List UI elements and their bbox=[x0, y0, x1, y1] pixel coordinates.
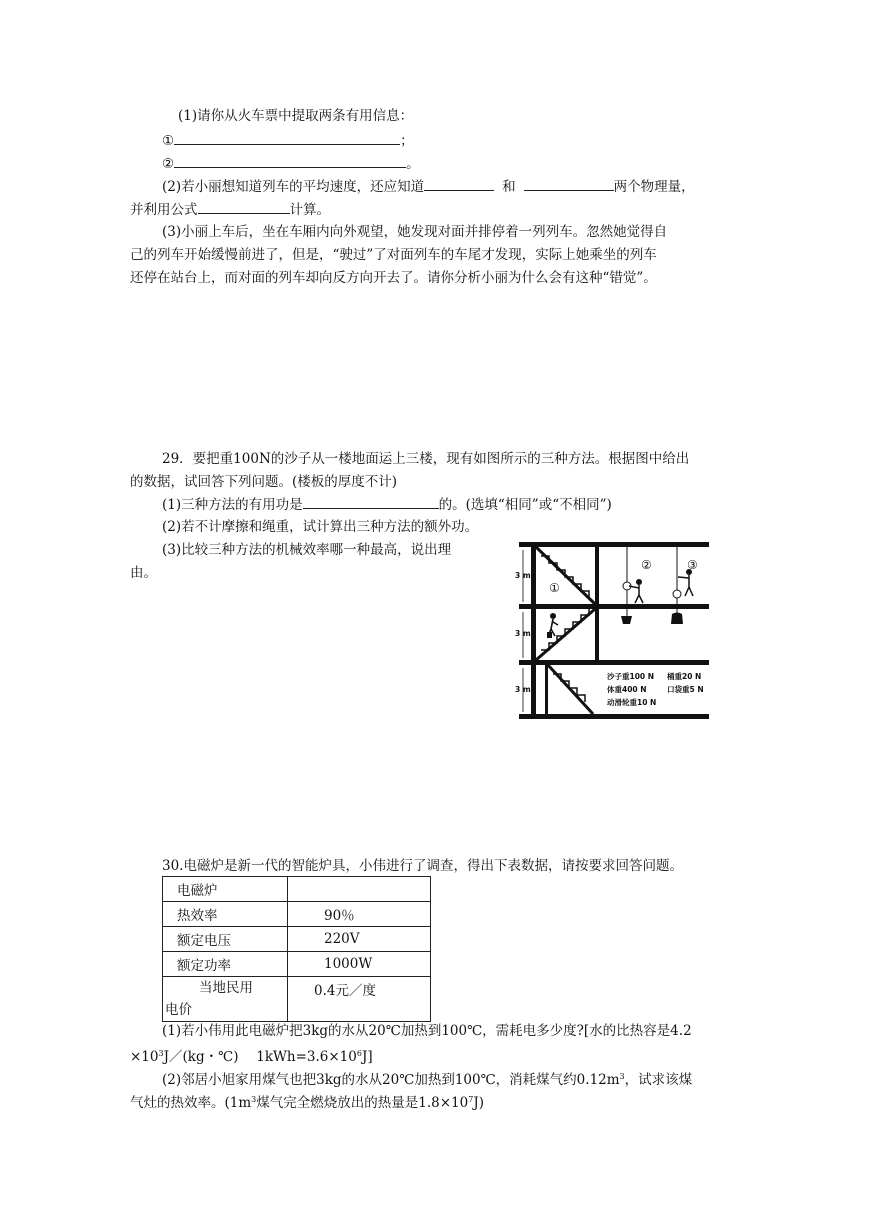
spec-label-line1: 当地民用 bbox=[199, 980, 253, 996]
answer-blank-1[interactable] bbox=[174, 130, 400, 145]
answer-blank-3[interactable] bbox=[424, 176, 494, 191]
item2-end: 。 bbox=[406, 156, 420, 172]
spec-value: 220V bbox=[288, 927, 431, 952]
q29-line1: 29．要把重100N的沙子从一楼地面运上三楼，现有如图所示的三种方法。根据图中给出 bbox=[162, 451, 690, 467]
spec-value: 1000W bbox=[288, 952, 431, 977]
q30-part1-line2: $\times 10^3J/(kg$・℃) $1kWh=3.6\times 10^6J$] bbox=[130, 1049, 373, 1065]
q28-part2-line2 bbox=[130, 199, 330, 220]
p2-text-a: (2)若小丽想知道列车的平均速度，还应知道 bbox=[162, 179, 425, 195]
p2-text-e: 计算。 bbox=[289, 202, 330, 218]
answer-blank-6[interactable] bbox=[303, 494, 439, 509]
data-body-weight: 体重400 N bbox=[607, 685, 647, 694]
item2-marker: ② bbox=[162, 156, 175, 172]
floor-height-label: 3 m bbox=[515, 629, 531, 638]
q28-item1 bbox=[162, 130, 414, 151]
item1-marker: ① bbox=[162, 133, 175, 149]
method-2-marker: ② bbox=[641, 558, 652, 572]
q29-p1-text-a: (1)三种方法的有用功是 bbox=[162, 497, 303, 513]
item1-end: ； bbox=[400, 133, 414, 149]
q29-part2: (2)若不计摩擦和绳重，试计算出三种方法的额外功。 bbox=[162, 519, 479, 535]
answer-blank-4[interactable] bbox=[524, 176, 614, 191]
spec-label: 额定电压 bbox=[163, 927, 288, 952]
floor-height-label: 3 m bbox=[515, 571, 531, 580]
spec-label: 热效率 bbox=[163, 902, 288, 927]
q28-part2-line1 bbox=[162, 176, 695, 197]
p2-text-b: 和 bbox=[502, 179, 516, 195]
table-row bbox=[163, 952, 431, 977]
spec-label-line2: 电价 bbox=[165, 1002, 192, 1018]
data-bag-weight: 口袋重5 N bbox=[667, 685, 704, 694]
spec-value: 0.4元／度 bbox=[288, 977, 431, 1022]
pulley-staircase-figure bbox=[515, 538, 711, 722]
q28-part3-line3: 还停在站台上，而对面的列车却向反方向开去了。请你分析小丽为什么会有这种“错觉”。 bbox=[130, 270, 657, 286]
q28-part3-line2: 己的列车开始缓慢前进了，但是，“驶过”了对面列车的车尾才发现，实际上她乘坐的列车 bbox=[130, 247, 657, 263]
q30-part2-line1: (2)邻居小旭家用煤气也把3kg的水从20℃加热到100℃，消耗煤气约$0.12m^3$，试求该煤 bbox=[162, 1072, 693, 1088]
q30-part2-line2: 气灶的热效率。($1m^3$煤气完全燃烧放出的热量是$1.8\times 10^7J$) bbox=[130, 1095, 485, 1111]
q30-part1-line1: (1)若小伟用此电磁炉把3kg的水从20℃加热到100℃，需耗电多少度?[水的比热容是4.2 bbox=[162, 1023, 692, 1039]
data-bucket-weight: 桶重20 N bbox=[667, 672, 702, 681]
spec-label bbox=[163, 977, 288, 1022]
spec-label: 额定功率 bbox=[163, 952, 288, 977]
q28-item2 bbox=[162, 153, 420, 174]
floor-height-label: 3 m bbox=[515, 685, 531, 694]
q28-part1-prompt: (1)请你从火车票中提取两条有用信息： bbox=[178, 108, 414, 124]
table-row bbox=[163, 927, 431, 952]
answer-blank-2[interactable] bbox=[174, 153, 406, 168]
table-row bbox=[163, 977, 431, 1022]
q29-p1-text-b: 的。(选填“相同”或“不相同”) bbox=[438, 497, 612, 513]
p2-text-c: 两个物理量， bbox=[613, 179, 695, 195]
spec-value: 90％ bbox=[288, 902, 431, 927]
answer-blank-5[interactable] bbox=[198, 199, 290, 214]
method-1-marker: ① bbox=[549, 581, 560, 595]
spec-value bbox=[288, 877, 431, 902]
data-pulley-weight: 动滑轮重10 N bbox=[607, 698, 657, 707]
spec-label: 电磁炉 bbox=[163, 877, 288, 902]
q30-intro: 30.电磁炉是新一代的智能炉具，小伟进行了调查，得出下表数据，请按要求回答问题。 bbox=[162, 858, 683, 874]
data-sand-weight: 沙子重100 N bbox=[607, 672, 655, 681]
q28-part3-line1: (3)小丽上车后，坐在车厢内向外观望，她发现对面并排停着一列列车。忽然她觉得自 bbox=[162, 224, 668, 240]
p2-text-d: 并利用公式 bbox=[130, 202, 198, 218]
q29-part1 bbox=[162, 494, 612, 515]
induction-cooker-spec-table bbox=[162, 876, 431, 1022]
q29-part3-line2: 由。 bbox=[130, 565, 157, 581]
method-3-marker: ③ bbox=[687, 558, 698, 572]
table-row bbox=[163, 902, 431, 927]
table-row bbox=[163, 877, 431, 902]
q29-part3-line1: (3)比较三种方法的机械效率哪一种最高，说出理 bbox=[162, 542, 452, 558]
q29-line2: 的数据，试回答下列问题。(楼板的厚度不计) bbox=[130, 474, 398, 490]
